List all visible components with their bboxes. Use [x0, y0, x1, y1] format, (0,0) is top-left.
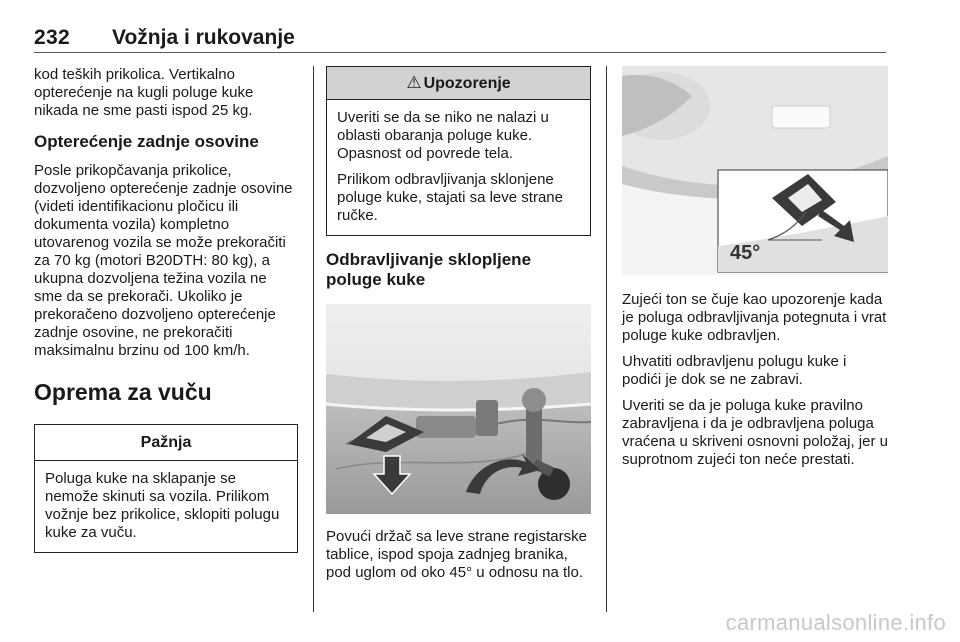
notice-title: Pažnja — [35, 425, 297, 461]
column-divider — [606, 66, 607, 612]
page-number: 232 — [34, 26, 70, 49]
chapter-title: Vožnja i rukovanje — [112, 26, 295, 49]
page-header — [34, 22, 886, 53]
angle-pull-illustration — [622, 66, 888, 275]
notice-text: Poluga kuke na sklapanje se nemože skinuti sa vozila. Prilikom vožnje bez prikolice, sklopiti polugu kuke za vuču. — [45, 470, 280, 541]
warning-paragraph-1: Uveriti se da se niko ne nalazi u oblasti obaranja poluge kuke. Opasnost od povrede tela. — [337, 109, 549, 162]
axle-load-paragraph: Posle prikopčavanja prikolice, dozvoljeno opterećenje zadnje osovine (videti identifikacionu pločicu ili dokumenta vozila) kompletno utovarenog vozila se može prekoračiti za 70 kg (motori B20DTH: 80 kg), a ukupna dozvoljena težina vozila ne sme da se prekorači. Ukoliko je prekoračeno dozvoljeno opterećenje zadnje osovine, ne prekoračiti maksimalnu brzinu od 100 km/h. — [34, 162, 293, 359]
warning-box — [326, 66, 591, 236]
check-paragraph: Uveriti se da je poluga kuke pravilno zabravljena i da je odbravljena poluga vraćena u skriveni osnovni položaj, jer u suprotnom zujeći ton neće prestati. — [622, 397, 888, 468]
notice-box — [34, 424, 298, 553]
warning-body — [327, 100, 590, 235]
release-handle-drawing — [326, 304, 591, 514]
buzzer-paragraph: Zujeći ton se čuje kao upozorenje kada je poluga odbravljivanja potegnuta i vrat poluge kuke odbravljen. — [622, 291, 887, 344]
column-1 — [34, 66, 298, 553]
column-3 — [622, 66, 888, 477]
watermark: carmanualsonline.info — [725, 610, 946, 635]
notice-body — [35, 461, 297, 552]
warning-title: Upozorenje — [423, 75, 511, 92]
unlock-heading: Odbravljivanje sklopljene poluge kuke — [326, 250, 532, 289]
column-2 — [326, 66, 591, 582]
warning-paragraph-2: Prilikom odbravljivanja sklonjene poluge kuke, stajati sa leve strane ručke. — [337, 171, 563, 224]
unlock-caption: Povući držač sa leve strane registarske tablice, ispod spoja zadnjeg branika, pod uglom od oko 45° u odnosu na tlo. — [326, 528, 587, 581]
column-divider — [313, 66, 314, 612]
warning-header — [327, 67, 590, 100]
angle-label: 45° — [730, 242, 761, 264]
intro-paragraph: kod teških prikolica. Vertikalno opterećenje na kugli poluge kuke nikada ne sme pasti ispod 25 kg. — [34, 66, 254, 119]
towing-section-heading: Oprema za vuču — [34, 379, 212, 405]
warning-triangle-icon: ⚠ — [406, 73, 422, 92]
lift-paragraph: Uhvatiti odbravljenu polugu kuke i podići je dok se ne zabravi. — [622, 353, 847, 388]
release-handle-illustration — [326, 304, 591, 514]
axle-load-heading: Opterećenje zadnje osovine — [34, 132, 259, 151]
